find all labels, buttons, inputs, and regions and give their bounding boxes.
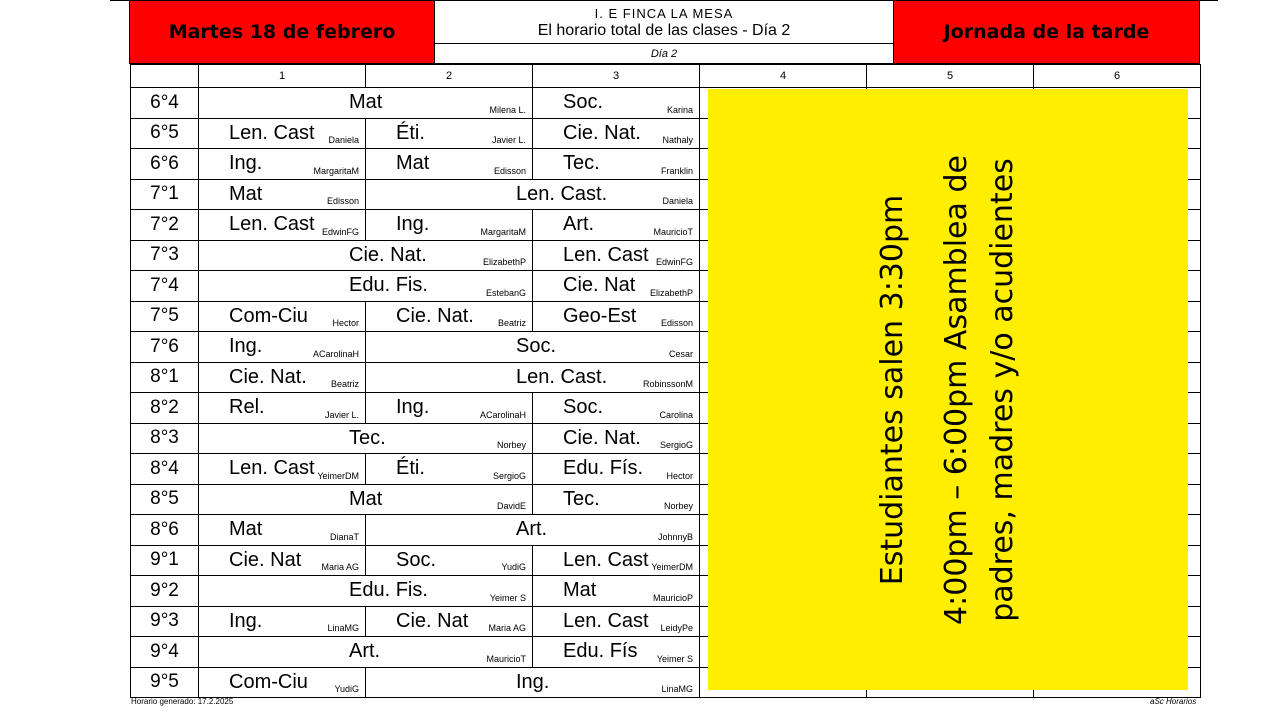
- day-label: Día 2: [435, 44, 893, 64]
- group-label: 8°6: [131, 515, 199, 546]
- teacher-label: EdwinFG: [321, 226, 359, 237]
- teacher-label: ElizabethP: [649, 287, 693, 298]
- teacher-label: Carolina: [659, 409, 693, 420]
- subject-label: Ing.: [229, 609, 263, 632]
- subject-label: Mat: [349, 91, 383, 113]
- software-credit: aSc Horarios: [1150, 697, 1197, 706]
- class-cell: [366, 362, 700, 393]
- class-cell: [199, 545, 366, 576]
- group-label: 6°4: [131, 88, 199, 119]
- class-cell: [199, 576, 533, 607]
- notice-line-3: padres, madres y/o acudientes: [985, 157, 1020, 622]
- subject-label: Cie. Nat: [563, 274, 636, 296]
- class-cell: [533, 576, 700, 607]
- class-cell: [199, 301, 366, 332]
- subject-label: Art.: [563, 213, 595, 235]
- class-cell: [533, 484, 700, 515]
- class-cell: [199, 393, 366, 424]
- teacher-label: SergioG: [492, 470, 526, 481]
- column-header: 5: [867, 65, 1034, 88]
- class-cell: [366, 545, 533, 576]
- subject-label: Soc.: [563, 396, 604, 418]
- group-label: 9°3: [131, 606, 199, 637]
- date-banner: Martes 18 de febrero: [129, 0, 435, 64]
- teacher-label: LeidyPe: [660, 623, 693, 633]
- class-cell: [199, 515, 366, 546]
- teacher-label: LinaMG: [327, 623, 359, 633]
- teacher-label: Maria AG: [321, 562, 359, 572]
- group-label: 8°3: [131, 423, 199, 454]
- teacher-label: DavidE: [496, 501, 526, 511]
- teacher-label: Edisson: [660, 318, 693, 328]
- class-cell: [366, 118, 533, 149]
- group-label: 8°2: [131, 393, 199, 424]
- subject-label: Art.: [516, 518, 548, 540]
- subject-label: Edu. Fis.: [349, 579, 428, 601]
- group-label: 8°4: [131, 454, 199, 485]
- group-label: 7°4: [131, 271, 199, 302]
- class-cell: [366, 210, 533, 241]
- teacher-label: Franklin: [660, 165, 693, 176]
- class-cell: [199, 240, 533, 271]
- group-label: 7°2: [131, 210, 199, 241]
- subject-label: Tec.: [563, 487, 600, 510]
- teacher-label: EstebanG: [485, 287, 526, 298]
- subject-label: Cie. Nat.: [563, 426, 641, 449]
- teacher-label: JohnnyB: [657, 531, 693, 542]
- class-cell: [199, 637, 533, 668]
- subject-label: Cie. Nat.: [563, 121, 641, 144]
- group-label: 9°5: [131, 667, 199, 698]
- subject-label: Tec.: [349, 426, 386, 449]
- column-header: 4: [700, 65, 867, 88]
- shift-banner: Jornada de la tarde: [893, 0, 1200, 64]
- class-cell: [533, 301, 700, 332]
- subject-label: Éti.: [396, 121, 425, 144]
- column-header: 1: [199, 65, 366, 88]
- class-cell: [199, 362, 366, 393]
- teacher-label: Yeimer S: [489, 592, 526, 603]
- class-cell: [199, 606, 366, 637]
- class-cell: [533, 88, 700, 119]
- subject-label: Com-Ciu: [229, 670, 308, 693]
- subject-label: Len. Cast: [563, 609, 649, 632]
- subject-label: Mat: [229, 182, 263, 205]
- class-cell: [199, 88, 533, 119]
- group-label: 8°5: [131, 484, 199, 515]
- class-cell: [533, 393, 700, 424]
- column-header-row: [131, 65, 1201, 88]
- class-cell: [533, 271, 700, 302]
- subject-label: Ing.: [229, 152, 263, 174]
- teacher-label: Daniela: [662, 196, 693, 206]
- subject-label: Cie. Nat.: [229, 365, 307, 388]
- teacher-label: Yeimer S: [656, 653, 693, 664]
- column-header: 3: [533, 65, 700, 88]
- teacher-label: YeimerDM: [317, 470, 359, 481]
- class-cell: [366, 515, 700, 546]
- group-label: 9°4: [131, 637, 199, 668]
- teacher-label: MargaritaM: [313, 165, 359, 176]
- subject-label: Soc.: [516, 335, 557, 357]
- teacher-label: Cesar: [668, 348, 693, 359]
- subject-label: Len. Cast: [563, 243, 649, 266]
- subject-label: Len. Cast: [229, 457, 315, 479]
- subject-label: Mat: [229, 518, 263, 540]
- teacher-label: ACarolinaH: [479, 409, 526, 420]
- subject-label: Soc.: [563, 91, 604, 113]
- subject-label: Cie. Nat: [229, 548, 302, 571]
- class-cell: [533, 210, 700, 241]
- subject-label: Edu. Fís: [563, 640, 638, 662]
- teacher-label: Javier L.: [491, 135, 526, 145]
- group-label: 7°1: [131, 179, 199, 210]
- teacher-label: YudiG: [334, 684, 359, 694]
- teacher-label: ElizabethP: [482, 257, 526, 267]
- subject-label: Cie. Nat.: [349, 243, 427, 266]
- teacher-label: Edisson: [493, 165, 526, 176]
- teacher-label: Maria AG: [488, 623, 526, 633]
- subject-label: Ing.: [229, 335, 263, 357]
- teacher-label: Edisson: [326, 196, 359, 206]
- group-label: 9°1: [131, 545, 199, 576]
- class-cell: [533, 637, 700, 668]
- group-label: 6°6: [131, 149, 199, 180]
- notice-line-2: 4:00pm – 6:00pm Asamblea de: [939, 154, 974, 625]
- class-cell: [533, 545, 700, 576]
- class-cell: [533, 606, 700, 637]
- corner-cell: [131, 65, 199, 88]
- school-name: I. E FINCA LA MESA: [594, 6, 734, 21]
- group-label: 7°5: [131, 301, 199, 332]
- subject-label: Soc.: [396, 548, 437, 571]
- subject-label: Mat: [563, 579, 597, 601]
- subject-label: Cie. Nat: [396, 609, 469, 632]
- class-cell: [199, 210, 366, 241]
- teacher-label: Daniela: [328, 135, 359, 145]
- class-cell: [533, 118, 700, 149]
- subject-label: Com-Ciu: [229, 304, 308, 327]
- teacher-label: Milena L.: [489, 104, 526, 115]
- subject-label: Edu. Fis.: [349, 274, 428, 296]
- teacher-label: Nathaly: [662, 135, 693, 145]
- subject-label: Ing.: [396, 213, 430, 235]
- notice-text: [708, 89, 1188, 690]
- teacher-label: Norbey: [663, 501, 693, 511]
- column-header: 2: [366, 65, 533, 88]
- teacher-label: Hector: [332, 318, 359, 328]
- subject-label: Edu. Fís.: [563, 457, 644, 479]
- subject-label: Geo-Est: [563, 304, 637, 327]
- subject-label: Mat: [349, 487, 383, 510]
- class-cell: [199, 484, 533, 515]
- subject-label: Mat: [396, 152, 430, 174]
- generated-date: Horario generado: 17.2.2025: [131, 697, 234, 706]
- subject-label: Tec.: [563, 152, 600, 174]
- subject-label: Len. Cast: [229, 121, 315, 144]
- class-cell: [533, 240, 700, 271]
- subject-label: Len. Cast: [229, 213, 315, 235]
- teacher-label: SergioG: [659, 440, 693, 450]
- teacher-label: YudiG: [501, 562, 526, 572]
- class-cell: [366, 179, 700, 210]
- teacher-label: YeimerDM: [651, 562, 693, 572]
- class-cell: [199, 149, 366, 180]
- class-cell: [366, 393, 533, 424]
- subject-label: Cie. Nat.: [396, 304, 474, 327]
- class-cell: [366, 667, 700, 698]
- notice-line-1: Estudiantes salen 3:30pm: [875, 194, 910, 585]
- teacher-label: MauricioT: [653, 226, 693, 237]
- class-cell: [533, 454, 700, 485]
- class-cell: [533, 423, 700, 454]
- subject-label: Art.: [349, 640, 381, 662]
- group-label: 8°1: [131, 362, 199, 393]
- class-cell: [199, 118, 366, 149]
- teacher-label: MauricioT: [486, 653, 526, 664]
- column-header: 6: [1034, 65, 1201, 88]
- teacher-label: Karina: [666, 104, 693, 115]
- class-cell: [199, 423, 533, 454]
- subject-label: Rel.: [229, 396, 265, 418]
- teacher-label: LinaMG: [661, 684, 693, 694]
- teacher-label: DianaT: [329, 531, 359, 542]
- class-cell: [533, 149, 700, 180]
- subject-label: Len. Cast.: [516, 365, 608, 388]
- class-cell: [199, 667, 366, 698]
- class-cell: [199, 179, 366, 210]
- subject-label: Éti.: [396, 457, 425, 479]
- class-cell: [366, 301, 533, 332]
- teacher-label: MargaritaM: [480, 226, 526, 237]
- class-cell: [199, 332, 366, 363]
- subject-label: Len. Cast.: [516, 182, 608, 205]
- group-label: 9°2: [131, 576, 199, 607]
- group-label: 7°6: [131, 332, 199, 363]
- class-cell: [366, 332, 700, 363]
- teacher-label: MauricioP: [652, 592, 693, 603]
- subject-label: Len. Cast: [563, 548, 649, 571]
- class-cell: [199, 454, 366, 485]
- teacher-label: Beatriz: [330, 379, 359, 389]
- schedule-title: El horario total de las clases - Día 2: [537, 22, 791, 39]
- class-cell: [366, 454, 533, 485]
- teacher-label: Javier L.: [324, 409, 359, 420]
- subject-label: Ing.: [516, 670, 550, 693]
- title-block: [435, 0, 893, 44]
- teacher-label: Hector: [666, 470, 693, 481]
- class-cell: [199, 271, 533, 302]
- teacher-label: EdwinFG: [655, 257, 693, 267]
- group-label: 7°3: [131, 240, 199, 271]
- group-label: 6°5: [131, 118, 199, 149]
- teacher-label: ACarolinaH: [312, 348, 359, 359]
- teacher-label: Beatriz: [497, 318, 526, 328]
- class-cell: [366, 606, 533, 637]
- teacher-label: Norbey: [496, 440, 526, 450]
- subject-label: Ing.: [396, 396, 430, 418]
- class-cell: [366, 149, 533, 180]
- teacher-label: RobinssonM: [642, 379, 693, 389]
